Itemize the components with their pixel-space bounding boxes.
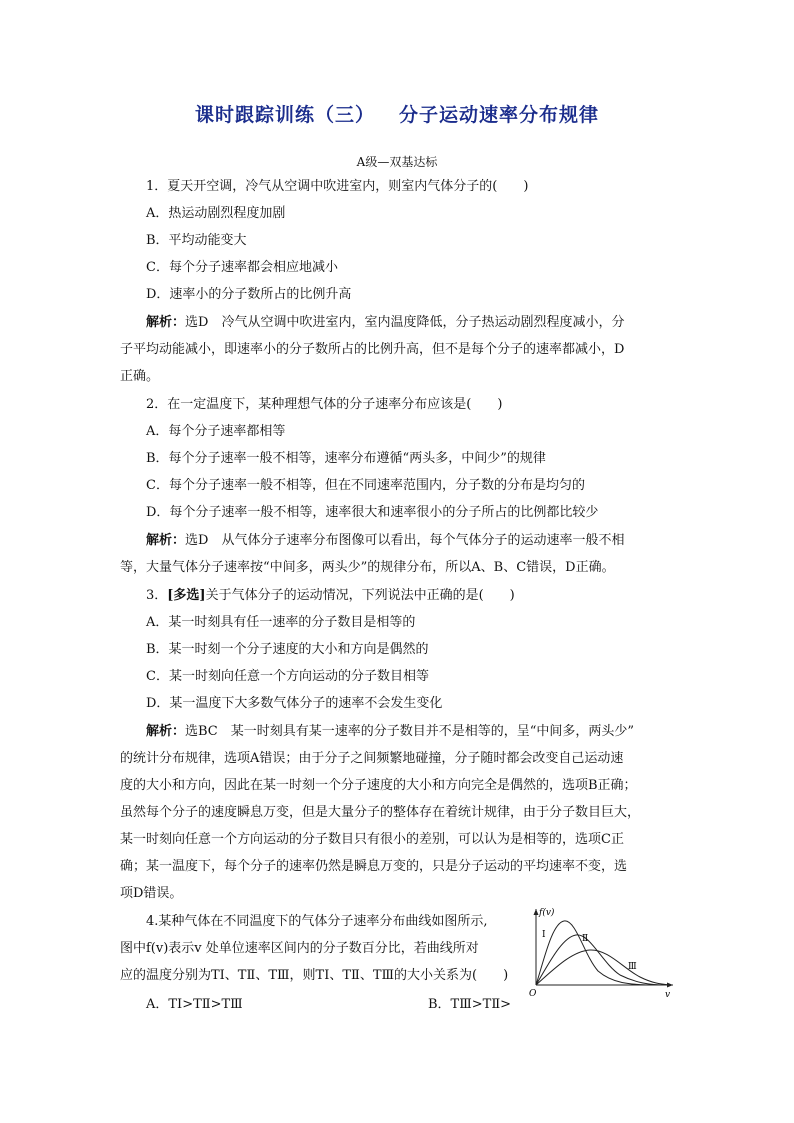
q1-answer-line-2: 子平均动能减小，即速率小的分子数所占的比例升高，但不是每个分子的速率都减小，D [120,342,625,357]
curve-label-3: Ⅲ [628,962,637,972]
title-part-1: 课时跟踪训练（三） [194,104,375,126]
q4-option-b: B．TⅢ>TⅡ> [428,997,512,1012]
x-axis-label: v [665,990,671,1000]
section-heading: A级—双基达标 [356,155,438,169]
q3-answer-line-2: 的统计分布规律，选项A错误；由于分子之间频繁地碰撞，分子随时都会改变自己运动速 [120,751,624,766]
q3-multi-tag: [多选] [167,588,206,603]
q2-answer-line-2: 等，大量气体分子速率按“中间多，两头少”的规律分布，所以A、B、C错误，D正确。 [120,560,615,575]
page-title [0,100,794,127]
q1-answer-line-3: 正确。 [120,369,160,384]
q4-stem-line-1: 4.某种气体在不同温度下的气体分子速率分布曲线如图所示, [146,914,488,929]
curve-1 [536,921,658,985]
curve-label-2: Ⅱ [582,934,589,944]
q3-answer-line-7: 项D错误。 [120,886,183,901]
q3-option-a: A．某一时刻具有任一速率的分子数目是相等的 [146,615,416,630]
q4-stem-line-3: 应的温度分别为TⅠ、TⅡ、TⅢ，则TⅠ、TⅡ、TⅢ的大小关系为( ) [120,968,509,983]
q3-answer-line-3: 度的大小和方向，因此在某一时刻一个分子速度的大小和方向完全是偶然的，选项B正确； [120,778,637,793]
q3-option-d: D．某一温度下大多数气体分子的速率不会发生变化 [146,696,443,711]
q1-stem: 1．夏天开空调，冷气从空调中吹进室内，则室内气体分子的( ) [146,179,529,194]
q1-option-c: C．每个分子速率都会相应地减小 [146,260,338,275]
q3-answer-label: 解析： [146,724,186,739]
q1-option-b: B．平均动能变大 [146,233,247,248]
q1-option-d: D．速率小的分子数所占的比例升高 [146,287,352,302]
q1-answer-line-1: 解析：选D 冷气从空调中吹进室内，室内温度降低，分子热运动剧烈程度减小，分 [146,315,625,330]
origin-label: O [529,989,537,999]
q2-option-a: A．每个分子速率都相等 [146,424,286,439]
q3-stem: 3．[多选]关于气体分子的运动情况，下列说法中正确的是( ) [146,588,515,603]
q3-option-c: C．某一时刻向任意一个方向运动的分子数目相等 [146,669,429,684]
q3-answer-line-4: 虽然每个分子的速度瞬息万变，但是大量分子的整体存在着统计规律，由于分子数目巨大， [120,805,641,820]
q3-answer-line-5: 某一时刻向任意一个方向运动的分子数目只有很小的差别，可以认为是相等的，选项C正 [120,832,624,847]
q2-answer-label: 解析： [146,533,186,548]
q4-stem-line-2: 图中f(v)表示v 处单位速率区间内的分子数百分比，若曲线所对 [120,941,479,956]
q3-option-b: B．某一时刻一个分子速度的大小和方向是偶然的 [146,642,429,657]
q2-option-c: C．每个分子速率一般不相等，但在不同速率范围内，分子数的分布是均匀的 [146,478,585,493]
y-axis-arrow-icon [534,909,539,915]
curve-label-1: Ⅰ [542,930,546,940]
curve-2 [536,935,666,985]
q1-option-a: A．热运动剧烈程度加剧 [146,206,286,221]
q3-answer-line-1: 解析：选BC 某一时刻具有某一速率的分子数目并不是相等的，呈“中间多，两头少” [146,724,635,739]
q3-answer-line-6: 确；某一温度下，每个分子的速率仍然是瞬息万变的，只是分子运动的平均速率不变，选 [120,859,628,874]
q1-answer-label: 解析： [146,315,186,330]
title-part-2: 分子运动速率分布规律 [399,104,600,126]
q4-option-a: A．TⅠ>TⅡ>TⅢ [146,997,243,1012]
y-axis-label: f(v) [539,908,555,918]
q2-stem: 2．在一定温度下，某种理想气体的分子速率分布应该是( ) [146,397,503,412]
speed-distribution-figure [528,905,678,1001]
q2-option-b: B．每个分子速率一般不相等，速率分布遵循“两头多，中间少”的规律 [146,451,546,466]
curve-3 [536,950,670,985]
q2-option-d: D．每个分子速率一般不相等，速率很大和速率很小的分子所占的比例都比较少 [146,505,599,520]
q2-answer-line-1: 解析：选D 从气体分子速率分布图像可以看出，每个气体分子的运动速率一般不相 [146,533,625,548]
